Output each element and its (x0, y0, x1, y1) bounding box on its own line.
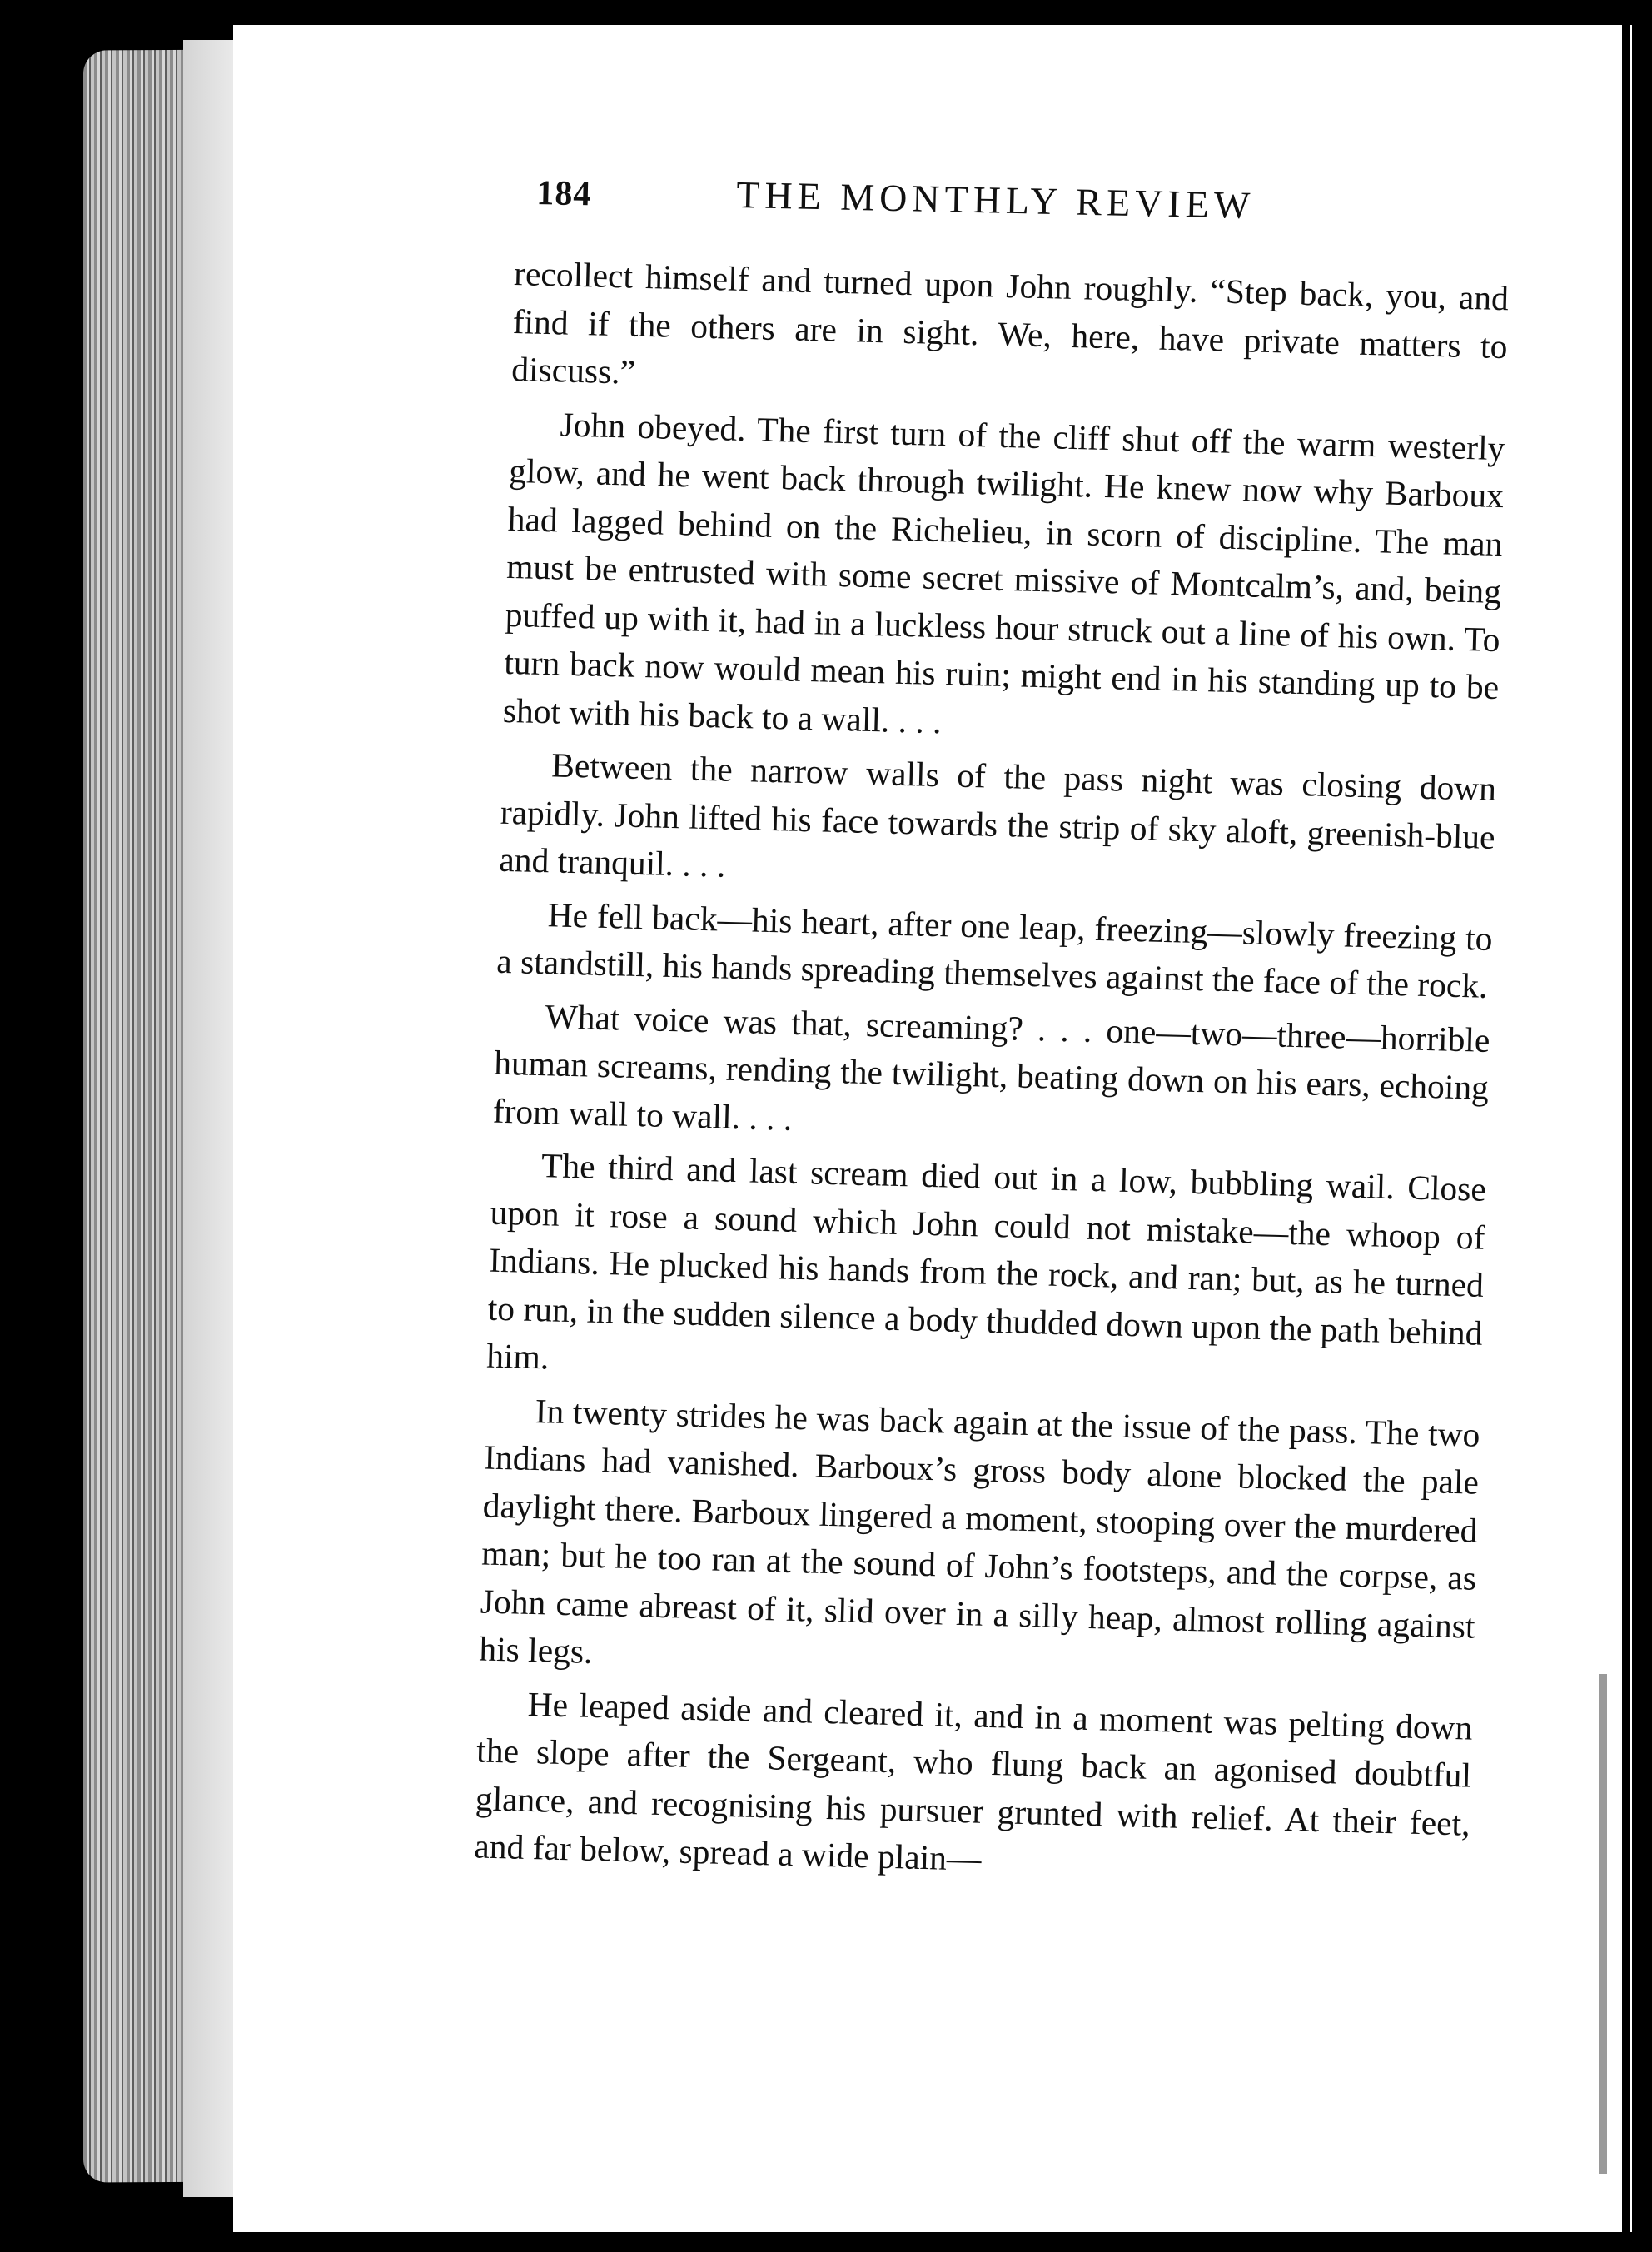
paragraph-4: He fell back—his heart, after one leap, freezing—slowly freezing to a standstill, his hands spreading themselves against the face of the rock. (495, 894, 1494, 1005)
paragraph-5: What voice was that, screaming? . . . one—two—three—horrible human screams, rending the twilight, beating down on his ears, echoing from wall to wall. . . . (492, 996, 1490, 1138)
scan-top-border (117, 0, 1652, 25)
paragraph-8: He leaped aside and cleared it, and in a moment was pelting down the slope after the Sergeant, who flung back an agonised doubtful glance, and recognising his pursuer grunted with relief. At their feet, and far below, spread a wide plain— (473, 1684, 1474, 1878)
paragraph-2: John obeyed. The first turn of the cliff shut off the warm westerly glow, and he went back through twilight. He knew now why Barboux had lagged behind on the Richelieu, in scorn of discipline. The man must be entrusted with some secret missive of Montcalm’s, and, being puffed up with it, had in a luckless hour struck out a line of his own. To turn back now would mean his ruin; might end in his standing up to be shot with his back to a wall. . . . (502, 404, 1505, 740)
page-number: 184 (535, 173, 592, 214)
paragraph-1: recollect himself and turned upon John roughly. “Step back, you, and find if the others are in sight. We, here, have private matters to discuss.” (510, 253, 1510, 391)
paragraph-7: In twenty strides he was back again at the issue of the pass. The two Indians had vanished. Barboux’s gross body alone blocked the pale daylight there. Barboux lingered a moment, stooping over the murdered man; but he too ran at the sound of John’s footsteps, and the corpse, as John came abreast of it, slid over in a silly heap, almost rolling against his legs. (478, 1391, 1480, 1671)
paragraph-3: Between the narrow walls of the pass night was closing down rapidly. John lifted his face towards the strip of sky aloft, greenish-blue and tranquil. . . . (498, 745, 1497, 884)
page-right-edge (1622, 25, 1630, 2232)
paragraph-6: The third and last scream died out in a low, bubbling wail. Close upon it rose a sound which John could not mistake—the whoop of Indians. He plucked his hands from the rock, and ran; but, as he turned to run, in the sudden silence a body thudded down upon the path behind him. (485, 1146, 1487, 1377)
body-text (474, 250, 1510, 1901)
page-right-shadow (1599, 1674, 1607, 2174)
journal-title: THE MONTHLY REVIEW (735, 173, 1256, 227)
